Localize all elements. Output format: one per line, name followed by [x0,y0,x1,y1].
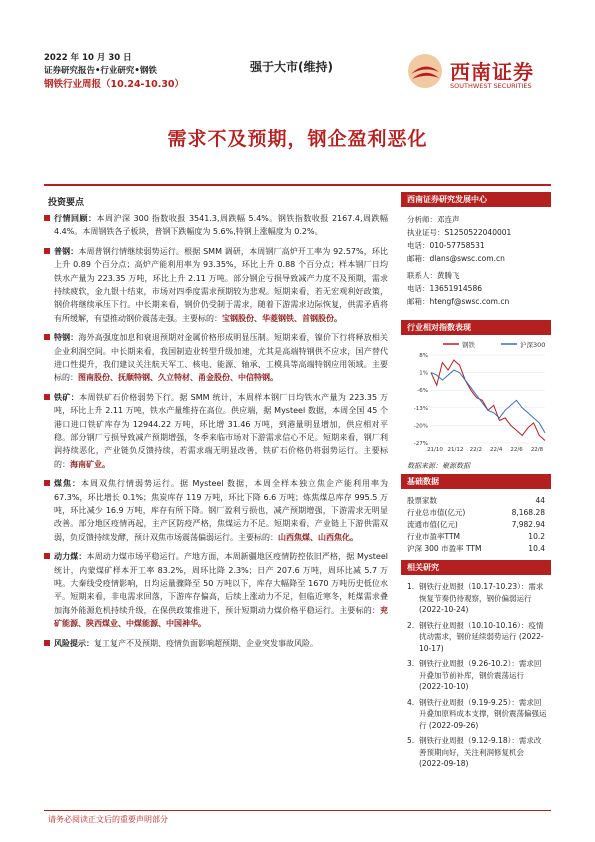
x-tick-label: 22/2 [469,447,482,453]
title-divider [44,184,551,186]
bullet-icon [44,215,50,221]
relative-index-chart-box [401,320,551,471]
paragraph-thermal-coal: 动力煤：本周动力煤市场平稳运行。产地方面，本周新疆地区疫情防控依旧严格，据 Mysteel 统计，内蒙煤矿样本开工率 83.2%，周环比降 2.3%；日产 207.6 万吨，周环比减 5.7 万吨。大秦线受疫情影响，日均运量骤降至 50 万吨以下，库存大幅降至 1670 万吨历史低位水平。短期来看，非电需求回落，下游库存偏高，后续上涨动力不足，但临近寒冬，耗煤需求叠加海外能源危机持续升级，在保供政策推进下，预计短期动力煤价格平稳运行。主要标的：兖矿能源、陕西煤业、中煤能源、中国神华。 [44,550,388,630]
analyst-line: 电话：13651914586 [407,284,482,293]
table-row: 行业市盈率TTM 10.2 [407,532,545,541]
related-research-list [401,581,551,770]
chart-source: 数据来源：聚源数据 [407,462,470,470]
paragraph-coking-coal: 煤焦：本周双焦行情弱势运行。据 Mysteel 数据，本周全样本独立焦企产能利用率为 67.3%，环比增长 0.1%；焦炭库存 119 万吨，环比下降 6.6 万吨；炼焦煤总库存 995.5 万吨，环比减少 16.9 万吨，库存有所下降。钢厂盈利亏损也，减产预期增强，下游需求无明显改善。部分地区疫情再起，主产区防疫严格，焦煤运力不足。短期来看，产业链上下游供需双弱，负反馈持续发酵，预计双焦市场震荡偏弱运行。主要标的：山西焦煤、山西焦化。 [44,477,388,543]
analyst-info [401,213,551,308]
y-tick-label: -13% [413,405,428,412]
bullet-icon [44,334,50,340]
analyst-line: 电话：010-57758531 [407,241,485,250]
report-name: 钢铁行业周报（10.24-10.30） [44,79,185,90]
y-tick-label: -27% [413,441,428,447]
bullet-icon [44,248,50,254]
list-item[interactable]: 2. 钢铁行业周报（10.10-10.16）：疫情扰动需求，钢价延续弱势运行 (2022-10-17) [407,620,544,653]
y-tick-label: -20% [413,423,428,430]
analyst-line: 分析师：邓连声 [407,215,460,224]
bullet-icon [44,480,50,486]
key-points [44,212,388,656]
footer-disclaimer: 请务必阅读正文后的重要声明部分 [48,815,168,824]
x-tick-label: 22/8 [530,447,544,453]
report-date: 2022 年 10 月 30 日 [44,53,132,63]
logo-mark-icon [406,52,444,90]
x-tick-label: 22/6 [510,447,523,453]
basic-data-box [401,474,551,555]
paragraph-common-steel: 普钢：本周普钢行情继续弱势运行。根据 SMM 调研，本周钢厂高炉开工率为 92.57%，环比上升 0.89 个百分点；高炉产能利用率为 93.35%，环比上升 0.88 个百分点；样本钢厂日均铁水产量为 223.35 万吨，环比上升 2.11 万吨。部分钢企亏损导致减产力度不及预期，需求持续疲软，金九银十结束，市场对四季度需求预期较为悲观。短期来看，若无宏观利好政策，钢价将继续承压下行。中长期来看，钢价仍受制于需求，随着下游需求边际恢复，供需矛盾将有所缓解，有望推动钢价震荡走强。主要标的：宝钢股份、华菱钢铁、首钢股份。 [44,245,388,325]
analyst-box-title: 西南证券研究发展中心 [401,192,551,207]
table-row: 流通市值(亿元) 7,982.94 [407,520,545,529]
bullet-icon [44,394,50,400]
analyst-box [401,192,551,308]
table-row: 沪深 300 市盈率 TTM 10.4 [407,544,545,553]
list-item[interactable]: 1. 钢铁行业周报（10.17-10.23）：需求恢复节奏仍待观察，钢价偏弱运行 (2022-10-24) [407,582,544,614]
paragraph-market-review: 行情回顾：本周沪深 300 指数收报 3541.3,周跌幅 5.4%。钢铁指数收报 2167.4,周跌幅 4.4%。本周钢铁各子板块，普钢下跌幅度为 5.6%,特钢上涨幅度为 0.2%。 [44,212,388,239]
legend-label: 钢铁 [462,341,475,349]
bullet-icon [44,640,50,646]
analyst-line: 邮箱：dlans@swsc.com.cn [407,254,505,263]
chart-title: 行业相对指数表现 [401,320,551,335]
section-heading: 投资要点 [48,198,85,208]
relative-index-chart [401,335,551,457]
paragraph-risk: 风险提示：复工复产不及预期、疫情负面影响超预期、企业突发事故风险。 [44,637,388,650]
y-tick-label: -6% [417,388,428,395]
x-tick-label: 21/12 [447,447,464,453]
y-tick-label: 1% [419,370,428,377]
analyst-line: 邮箱：htengf@swsc.com.cn [407,297,510,306]
basic-data-title: 基础数据 [401,474,551,489]
related-research-box [401,560,551,774]
company-name-en: SOUTHWEST SECURITIES [450,82,532,90]
series-line-steel [431,360,545,441]
paragraph-iron-ore: 铁矿：本周铁矿石价格弱势下行。据 SMM 统计，本周样本钢厂日均铁水产量为 223.35 万吨，环比上升 2.11 万吨，铁水产量维持在高位。供应端，据 Mysteel 数据，本周全国 45 个港口进口铁矿库存为 12944.22 万吨，环比增 31.46 万吨，到港量明显增加，供应相对平稳。部分钢厂亏损导致减产预期增强，冬季来临市场对下游需求信心不足。短期来看，钢厂利润持续恶化，产业链负反馈持续，若需求端无明显改善，铁矿石价格仍将弱势运行。主要标的：海南矿业。 [44,391,388,471]
x-tick-label: 21/10 [427,447,443,453]
report-title: 需求不及预期，钢企盈利恶化 [167,128,428,150]
paragraph-special-steel: 特钢：海外高强度加息和衰退预期对金属价格形成明显压制。短期来看，镍价下行将释放相关企业利润空间。中长期来看，我国制造业转型升级加速，尤其是高端特钢供不应求，国产替代进口性提升，我们建议关注航天军工、核电、能源、轴承、工模具等高端特钢应用领域。主要标的：图南股份、抚顺特钢、久立特材、甬金股份、中信特钢。 [44,331,388,384]
list-item[interactable]: 4. 钢铁行业周报（9.19-9.25）：需求回升叠加原料成本支撑，钢价震荡偏强运行 (2022-09-26) [407,697,547,730]
report-type: 证券研究报告•行业研究•钢铁 [44,66,157,76]
list-item[interactable]: 3. 钢铁行业周报（9.26-10.2）：需求回升叠加节前补库，钢价震荡运行 (2022-10-10) [407,659,542,691]
basic-data-table [401,495,551,555]
rating: 强于大市(维持) [250,60,333,74]
y-tick-label: 8% [419,353,428,359]
report-header-left [44,52,184,91]
footer-divider [44,810,551,811]
list-item[interactable]: 5. 钢铁行业周报（9.12-9.18）：需求改善预期向好，关注利润修复机会 (2022-09-18) [407,736,542,768]
x-tick-label: 22/4 [490,447,503,453]
company-name-cn: 西南证券 [450,60,534,84]
table-row: 股票家数 44 [407,496,545,505]
table-row: 行业总市值(亿元) 8,168.28 [407,508,545,517]
series-line-csi300 [431,370,545,433]
related-research-title: 相关研究 [401,560,551,575]
legend-label: 沪深300 [520,341,546,349]
company-logo [406,52,556,96]
bullet-icon [44,553,50,559]
analyst-line: 联系人：黄腾飞 [407,271,460,280]
analyst-line: 执业证号：S1250522040001 [407,228,512,237]
